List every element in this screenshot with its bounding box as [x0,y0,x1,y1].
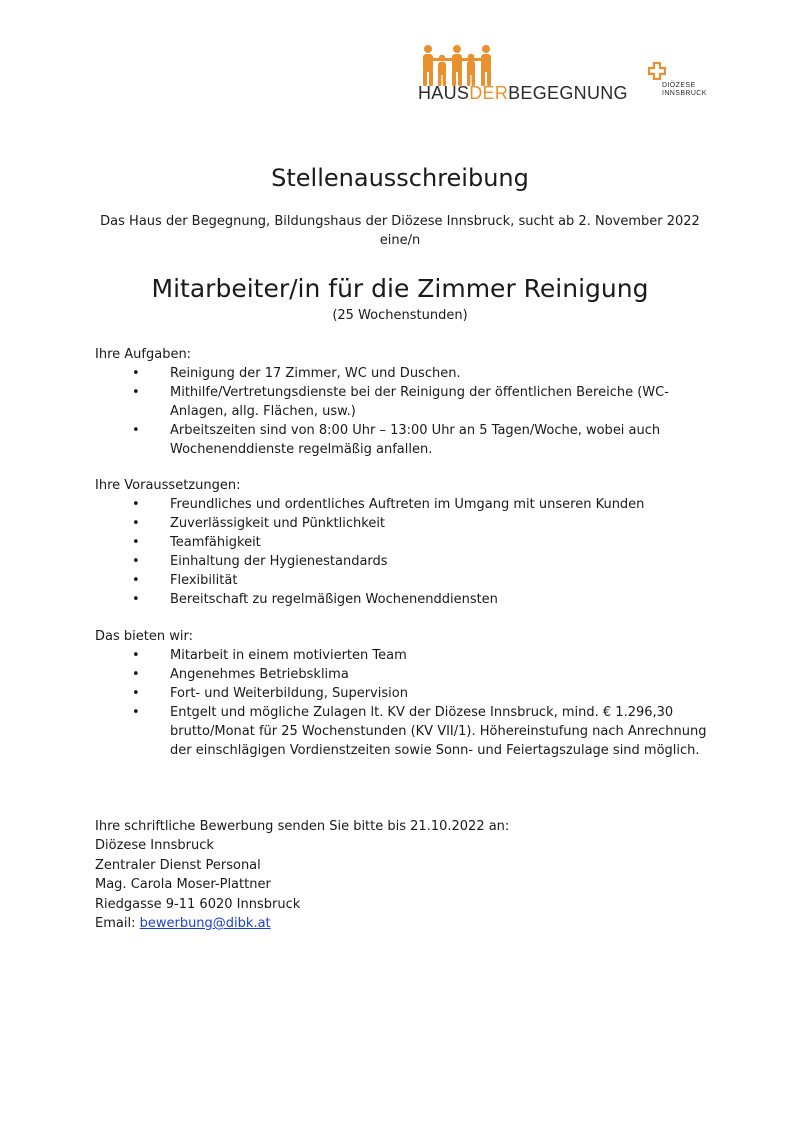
list-item [95,571,715,590]
page-title: Stellenausschreibung [271,164,529,192]
list-item [95,646,715,665]
section-bieten [95,627,715,760]
list-item [95,684,715,703]
list-item-text: Freundliches und ordentliches Auftreten im Umgang mit unseren Kunden [170,497,645,512]
bullet-icon: • [132,535,140,550]
bieten-list [95,646,715,760]
bullet-icon: • [132,423,140,438]
contact-line-address: Riedgasse 9-11 6020 Innsbruck [95,896,301,912]
logo-wordmark [418,84,628,102]
list-item [95,665,715,684]
section-voraussetzungen [95,476,715,609]
aufgaben-list [95,364,715,459]
list-item [95,383,715,421]
list-item [95,703,715,760]
bullet-icon: • [132,667,140,682]
list-item [95,514,715,533]
dioezese-line1: DIÖZESE [662,82,696,89]
bullet-icon: • [132,592,140,607]
list-item-text: Angenehmes Betriebsklima [170,667,349,682]
section-aufgaben [95,345,715,459]
list-item-text: Arbeitszeiten sind von 8:00 Uhr – 13:00 Uhr an 5 Tagen/Woche, wobei auch Wochenenddienste regelmäßig anfallen. [170,423,661,457]
list-item-text: Reinigung der 17 Zimmer, WC und Duschen. [170,366,461,381]
list-item-text: Zuverlässigkeit und Pünktlichkeit [170,516,386,531]
list-item [95,533,715,552]
wordmark-der: DER [469,83,509,103]
intro-text: Das Haus der Begegnung, Bildungshaus der Diözese Innsbruck, sucht ab 2. November 2022 eine/n [100,214,700,248]
bullet-icon: • [132,686,140,701]
dioezese-label [662,82,707,98]
list-item-text: Fort- und Weiterbildung, Supervision [170,686,408,701]
list-item-text: Flexibilität [170,573,238,588]
contact-line-organisation: Diözese Innsbruck [95,838,214,854]
bullet-icon: • [132,705,140,720]
list-item-text: Bereitschaft zu regelmäßigen Wochenenddiensten [170,592,498,607]
contact-heading: Ihre schriftliche Bewerbung senden Sie bitte bis 21.10.2022 an: [95,819,510,834]
bullet-icon: • [132,573,140,588]
list-item [95,552,715,571]
bullet-icon: • [132,648,140,663]
contact-block [95,817,715,933]
dioezese-cross-icon [648,62,666,80]
section-heading-aufgaben: Ihre Aufgaben: [95,347,192,362]
list-item [95,364,715,383]
email-label: Email: [95,916,140,932]
list-item-text: Teamfähigkeit [170,535,261,550]
section-heading-bieten: Das bieten wir: [95,629,193,644]
job-title: Mitarbeiter/in für die Zimmer Reinigung [151,274,649,303]
email-link[interactable]: bewerbung@dibk.at [139,916,271,932]
list-item [95,495,715,514]
contact-line-department: Zentraler Dienst Personal [95,857,261,873]
list-item-text: Entgelt und mögliche Zulagen lt. KV der Diözese Innsbruck, mind. € 1.296,30 brutto/Monat für 25 Wochenstunden (KV VII/1). Höhereinstufung nach Anrechnung der einschlägigen Vordienstzeiten sowie Sonn- und Feiertagszulage sind möglich. [170,705,707,758]
bullet-icon: • [132,366,140,381]
list-item-text: Mithilfe/Vertretungsdienste bei der Reinigung der öffentlichen Bereiche (WC-Anlagen, allg. Flächen, usw.) [170,385,669,419]
dioezese-line2: INNSBRUCK [662,90,707,97]
bullet-icon: • [132,516,140,531]
contact-email-row [95,914,715,933]
bullet-icon: • [132,554,140,569]
section-heading-voraussetzungen: Ihre Voraussetzungen: [95,478,241,493]
voraussetzungen-list [95,495,715,609]
list-item [95,590,715,609]
job-subtitle: (25 Wochenstunden) [332,308,468,323]
contact-line-person: Mag. Carola Moser-Plattner [95,877,271,893]
wordmark-begegnung: BEGEGNUNG [508,83,628,103]
people-family-icon [418,44,498,88]
list-item [95,421,715,459]
bullet-icon: • [132,497,140,512]
list-item-text: Mitarbeit in einem motivierten Team [170,648,407,663]
list-item-text: Einhaltung der Hygienestandards [170,554,388,569]
haus-der-begegnung-logo [414,44,714,106]
wordmark-haus: HAUS [418,83,470,103]
bullet-icon: • [132,385,140,400]
